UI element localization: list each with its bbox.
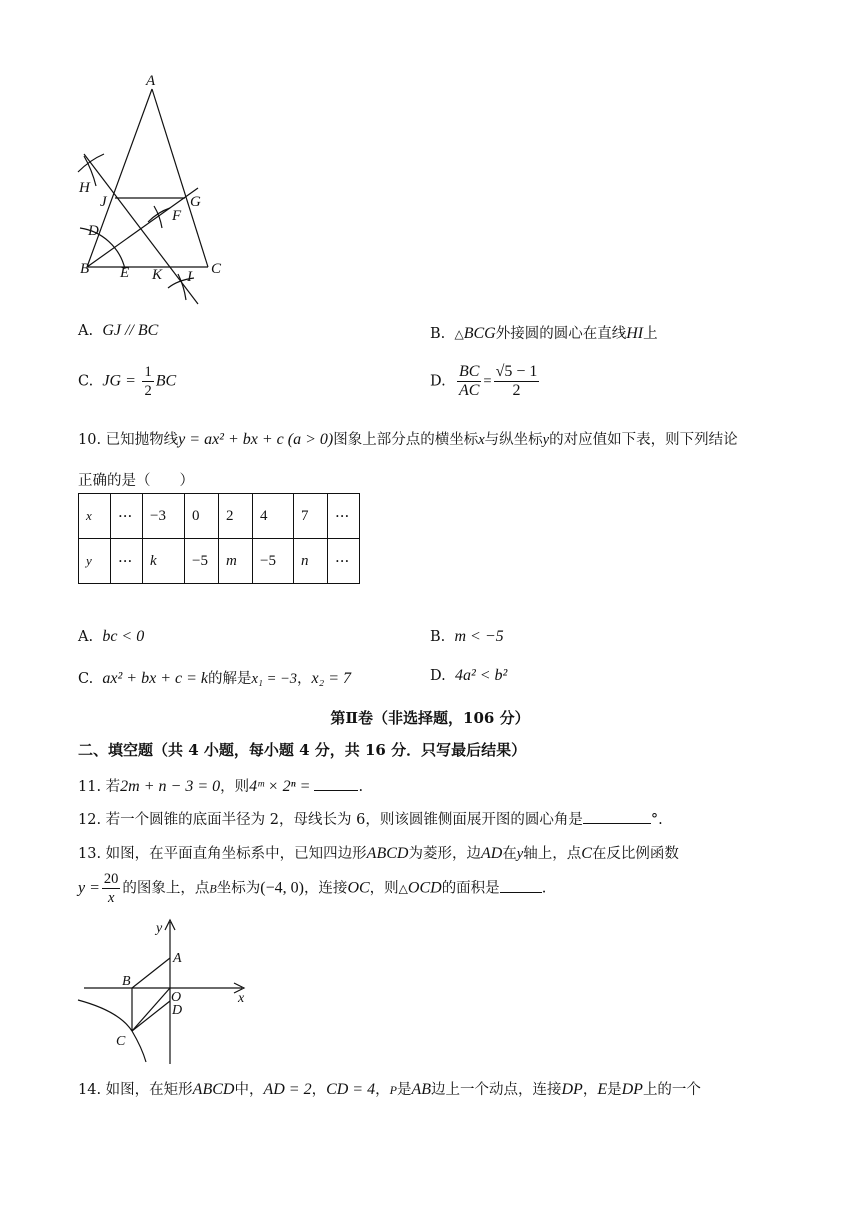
q10-option-d [430,667,507,685]
segment-cd [132,1001,170,1031]
label-x: x [238,991,245,1006]
denominator: x [107,890,115,906]
q9-option-d [430,363,541,400]
q14-text: 是 [396,1082,412,1098]
math-ad: AD = 2 [263,1081,312,1098]
label-e: E [120,265,130,281]
q13-text: 如图，在平面直角坐标系中，已知四边形 [105,846,367,862]
root-x2: x₂ = 7 [311,670,352,687]
q13-text: ，则 [369,880,399,897]
math-abcd: ABCD [192,1081,235,1098]
denominator: 2 [144,383,152,399]
q14-text: 如图，在矩形 [105,1082,193,1098]
q13-text: 坐标为 [216,880,261,897]
volume-title: 第Ⅱ卷（非选择题，106 分） [330,709,530,727]
table-cell: ··· [328,494,360,539]
q13-text: 在反比例函数 [591,846,679,862]
label-c: C [211,261,222,277]
var-y: y [542,432,550,448]
option-b-text-end: 上 [643,326,658,342]
math-c: C [581,845,592,862]
option-letter: C. [78,373,94,390]
label-d: D [88,223,99,239]
value-table [78,493,360,584]
fraction-half [142,363,153,400]
option-a-math: GJ // BC [102,322,159,339]
label-k: K [152,267,163,283]
section-heading: 二、填空题（共 4 小题，每小题 4 分，共 16 分．只写最后结果） [78,741,527,759]
q13-text: 为菱形，边 [408,846,481,862]
math-b: B [209,881,217,896]
triangle-symbol: △ [454,327,464,341]
math-y: y [516,846,524,862]
q14-line1 [78,1078,701,1099]
q12-text: 12. 若一个圆锥的底面半径为 2，母线长为 6，则该圆锥侧面展开图的圆心角是 [78,812,583,828]
option-letter: B. [430,326,446,342]
q11-end: . [358,779,364,795]
q11-equation: 2m + n − 3 = 0 [120,778,221,795]
equals: = [483,373,492,390]
q14-text: ， [311,1082,327,1098]
label-o: O [171,990,182,1005]
fraction-root5 [494,363,540,400]
answer-blank[interactable] [500,878,542,893]
table-row-y [79,539,360,584]
label-a: A [146,73,156,89]
math-oc: OC [347,879,370,897]
q10-stem-line2: 正确的是（ ） [78,473,194,489]
math-p: P [389,1083,397,1097]
segment-oc [132,988,170,1031]
math-e: E [597,1081,608,1098]
option-c-equation: ax² + bx + c = k [102,670,208,687]
label-h: H [79,180,90,196]
q14-text: ， [582,1082,598,1098]
triangle-symbol: △ [398,881,408,896]
option-b-math: m < −5 [454,628,504,645]
q10-text: 已知抛物线 [105,432,179,448]
q13-line1 [78,842,679,863]
table-cell: ··· [111,539,143,584]
question-number: 14. [78,1082,102,1098]
label-b: B [122,974,131,989]
q11-expression: 4ᵐ × 2ⁿ = [249,778,311,795]
question-number: 10. [78,432,102,448]
option-c-lhs: JG = [102,372,136,390]
fraction-bc-ac [457,363,481,400]
option-letter: D. [430,373,446,390]
segment-ab [132,958,170,988]
table-cell: 4 [253,494,294,539]
q10-text: 与纵坐标 [484,432,543,448]
option-letter: B. [430,629,446,645]
math-ocd: OCD [407,879,442,897]
option-c-rhs: BC [155,372,177,390]
table-cell: ··· [111,494,143,539]
q10-text: 的对应值如下表，则下列结论 [549,432,738,448]
parabola-equation: y = ax² + bx + c (a > 0) [178,431,334,448]
label-b: B [80,261,90,277]
table-cell: 0 [185,494,219,539]
q9-option-c [78,363,176,400]
denominator: 2 [512,382,521,399]
var-x: x [478,432,485,448]
q14-text: 边上一个动点，连接 [431,1082,562,1098]
separator: ， [297,671,312,687]
math-abcd: ABCD [366,845,409,862]
q13-text: 的面积是 [441,880,500,897]
math-cd: CD = 4 [326,1081,376,1098]
q10-option-c [78,667,351,688]
table-cell: 2 [219,494,253,539]
table-cell: m [219,539,253,584]
math-dp: DP [621,1081,643,1098]
numerator: 1 [144,364,152,380]
option-letter: A. [78,629,94,645]
coordinate: (−4, 0) [260,879,304,897]
q13-line2 [78,870,546,907]
function-lhs: y = [78,879,100,897]
label-c: C [116,1034,126,1049]
math-ab: AB [411,1081,431,1098]
label-f: F [172,208,182,224]
q14-text: 中， [234,1082,264,1098]
hyperbola-branch [78,1000,146,1062]
segment-ac [152,89,208,267]
label-y: y [156,921,163,936]
numerator: √5 − 1 [495,363,538,380]
option-letter: D. [430,668,446,684]
question-number: 11. [78,779,102,795]
label-g: G [190,194,201,210]
q12-end: °. [650,812,663,828]
table-cell: y [79,539,111,584]
option-letter: A. [78,323,94,339]
q14-text: 上的一个 [642,1082,701,1098]
label-a: A [173,951,182,966]
label-i: I [187,269,192,285]
option-letter: C. [78,671,94,687]
root-x1: x₁ = −3 [251,671,298,687]
segment-ab [87,89,152,267]
q13-end: . [541,880,547,897]
q9-option-a [78,322,158,340]
fraction-20-x [102,870,121,907]
math-dp: DP [561,1081,583,1098]
q10-option-a [78,628,144,646]
q14-text: ， [375,1082,390,1098]
triangle-construction-figure [70,68,220,313]
question-number: 13. [78,846,102,862]
q14-text: 是 [607,1082,622,1098]
q10-stem-line1 [78,428,738,449]
q13-text: 的图象上，点 [122,880,210,897]
denominator: AC [458,382,480,399]
table-cell: n [294,539,328,584]
q9-option-b [430,322,658,343]
numerator: 20 [103,871,119,887]
label-j: J [100,194,107,210]
math-ad: AD [480,845,503,862]
coordinate-figure [74,916,264,1068]
answer-blank[interactable] [583,809,651,824]
q11-text: 若 [105,779,121,795]
q13-text: 轴上，点 [523,846,582,862]
option-c-text: 的解是 [208,671,252,687]
q11 [78,775,363,796]
q13-text: 在 [502,846,517,862]
q12 [78,808,663,829]
q11-text: ，则 [220,779,250,795]
line-name: HI [626,325,644,342]
table-cell: ··· [328,539,360,584]
table-cell: −5 [253,539,294,584]
option-d-math: 4a² < b² [454,667,508,684]
table-row-x [79,494,360,539]
answer-blank[interactable] [314,776,358,791]
option-b-text: 外接圆的圆心在直线 [495,326,627,342]
table-cell: −5 [185,539,219,584]
numerator: BC [458,363,480,380]
triangle-name: BCG [463,325,496,342]
table-cell: 7 [294,494,328,539]
table-cell: −3 [143,494,185,539]
q10-option-b [430,628,504,646]
q13-text: ，连接 [303,880,348,897]
label-d: D [172,1003,183,1018]
q10-text: 图象上部分点的横坐标 [333,432,479,448]
table-cell: k [143,539,185,584]
option-a-math: bc < 0 [102,628,145,645]
table-cell: x [79,494,111,539]
